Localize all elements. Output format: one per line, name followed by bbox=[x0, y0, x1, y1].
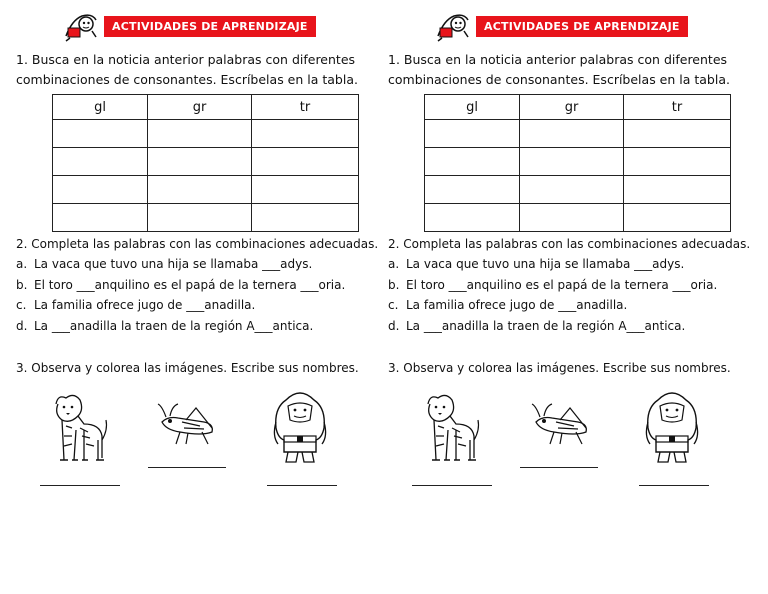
item-text: La ___anadilla la traen de la región A___antica. bbox=[34, 318, 314, 333]
table-cell[interactable] bbox=[425, 148, 520, 176]
list-item bbox=[16, 254, 380, 275]
column-header-gl: gl bbox=[425, 95, 520, 120]
answer-line[interactable] bbox=[148, 467, 226, 468]
table-cell[interactable] bbox=[252, 148, 359, 176]
item-text: La vaca que tuvo una hija se llamaba ___adys. bbox=[34, 257, 313, 271]
answer-line[interactable] bbox=[412, 485, 492, 486]
activities-banner: ACTIVIDADES DE APRENDIZAJE bbox=[104, 16, 316, 37]
question-3: 3. Observa y colorea las imágenes. Escribe sus nombres. bbox=[388, 361, 731, 375]
worksheet-right bbox=[384, 0, 768, 594]
table-cell[interactable] bbox=[148, 204, 252, 232]
item-marker: c. bbox=[388, 298, 399, 312]
table-cell[interactable] bbox=[53, 204, 148, 232]
table-cell[interactable] bbox=[624, 120, 731, 148]
table-cell[interactable] bbox=[252, 204, 359, 232]
list-item bbox=[388, 316, 752, 337]
grasshopper-icon bbox=[156, 402, 220, 446]
reading-character-icon bbox=[434, 10, 472, 42]
reading-character-icon bbox=[62, 10, 100, 42]
header bbox=[434, 10, 688, 42]
list-item bbox=[388, 275, 752, 296]
list-item bbox=[16, 275, 380, 296]
table-cell[interactable] bbox=[252, 176, 359, 204]
item-text: La vaca que tuvo una hija se llamaba ___adys. bbox=[406, 257, 685, 271]
table-cell[interactable] bbox=[148, 148, 252, 176]
item-marker: a. bbox=[16, 257, 28, 271]
list-item bbox=[388, 295, 752, 316]
consonant-table bbox=[424, 94, 731, 232]
table-cell[interactable] bbox=[53, 148, 148, 176]
table-cell[interactable] bbox=[624, 176, 731, 204]
question-1: 1. Busca en la noticia anterior palabras con diferentes combinaciones de consonantes. Escríbelas en la tabla. bbox=[388, 52, 730, 87]
question-2 bbox=[16, 234, 380, 336]
header bbox=[62, 10, 316, 42]
item-marker: d. bbox=[16, 318, 28, 333]
table-cell[interactable] bbox=[53, 120, 148, 148]
table-cell[interactable] bbox=[520, 204, 624, 232]
table-cell[interactable] bbox=[624, 204, 731, 232]
column-header-gr: gr bbox=[520, 95, 624, 120]
answer-line[interactable] bbox=[267, 485, 337, 486]
item-marker: b. bbox=[16, 277, 28, 292]
table-cell[interactable] bbox=[624, 148, 731, 176]
answer-line[interactable] bbox=[520, 467, 598, 468]
table-cell[interactable] bbox=[520, 176, 624, 204]
table-cell[interactable] bbox=[252, 120, 359, 148]
item-text: El toro ___anquilino es el papá de la ternera ___oria. bbox=[34, 277, 346, 292]
ogre-icon bbox=[642, 386, 702, 466]
table-cell[interactable] bbox=[520, 120, 624, 148]
activities-banner: ACTIVIDADES DE APRENDIZAJE bbox=[476, 16, 688, 37]
question-2-title: 2. Completa las palabras con las combinaciones adecuadas. bbox=[388, 237, 751, 251]
answer-line[interactable] bbox=[40, 485, 120, 486]
item-marker: c. bbox=[16, 298, 27, 312]
table-cell[interactable] bbox=[425, 176, 520, 204]
item-text: La ___anadilla la traen de la región A___antica. bbox=[406, 318, 686, 333]
consonant-table bbox=[52, 94, 359, 232]
item-text: La familia ofrece jugo de ___anadilla. bbox=[406, 298, 628, 312]
column-header-tr: tr bbox=[252, 95, 359, 120]
tiger-icon bbox=[44, 390, 112, 466]
table-cell[interactable] bbox=[53, 176, 148, 204]
question-1: 1. Busca en la noticia anterior palabras con diferentes combinaciones de consonantes. Escríbelas en la tabla. bbox=[16, 52, 358, 87]
list-item bbox=[16, 316, 380, 337]
list-item bbox=[16, 295, 380, 316]
item-marker: a. bbox=[388, 257, 400, 271]
column-header-gr: gr bbox=[148, 95, 252, 120]
question-3: 3. Observa y colorea las imágenes. Escribe sus nombres. bbox=[16, 361, 359, 375]
item-marker: d. bbox=[388, 318, 400, 333]
table-cell[interactable] bbox=[148, 120, 252, 148]
item-text: La familia ofrece jugo de ___anadilla. bbox=[34, 298, 256, 312]
question-2 bbox=[388, 234, 752, 336]
tiger-icon bbox=[416, 390, 484, 466]
item-text: El toro ___anquilino es el papá de la ternera ___oria. bbox=[406, 277, 718, 292]
list-item bbox=[388, 254, 752, 275]
ogre-icon bbox=[270, 386, 330, 466]
table-cell[interactable] bbox=[148, 176, 252, 204]
question-2-title: 2. Completa las palabras con las combinaciones adecuadas. bbox=[16, 237, 379, 251]
grasshopper-icon bbox=[530, 402, 594, 446]
table-cell[interactable] bbox=[425, 120, 520, 148]
answer-line[interactable] bbox=[639, 485, 709, 486]
table-cell[interactable] bbox=[520, 148, 624, 176]
table-cell[interactable] bbox=[425, 204, 520, 232]
item-marker: b. bbox=[388, 277, 400, 292]
column-header-tr: tr bbox=[624, 95, 731, 120]
column-header-gl: gl bbox=[53, 95, 148, 120]
